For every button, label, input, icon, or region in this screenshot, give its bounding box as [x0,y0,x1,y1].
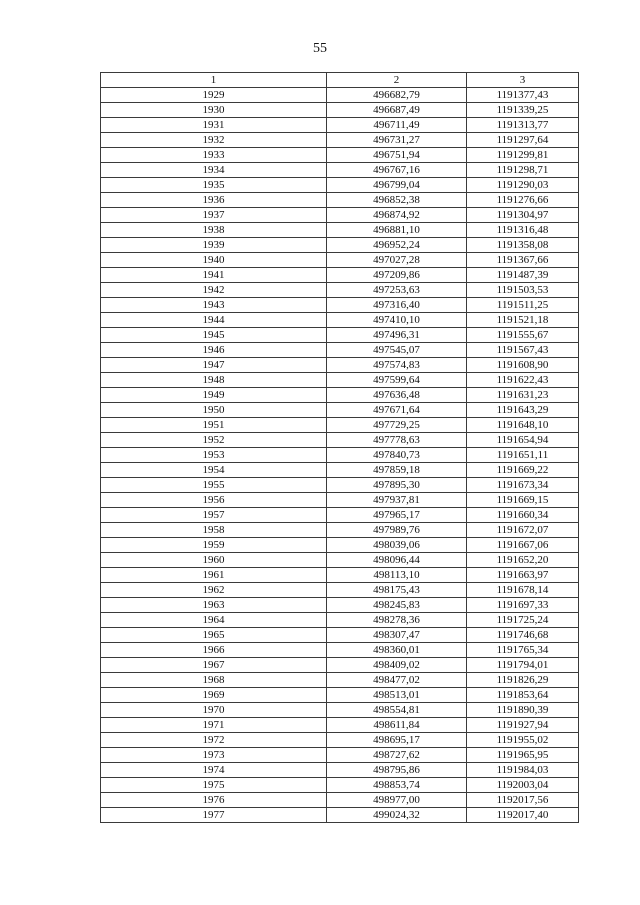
table-row [101,313,579,328]
point-number-cell: 1944 [101,313,327,328]
x-coordinate-cell: 496952,24 [327,238,467,253]
y-coordinate-cell: 1191377,43 [467,88,579,103]
y-coordinate-cell: 1191725,24 [467,613,579,628]
y-coordinate-cell: 1191276,66 [467,193,579,208]
x-coordinate-cell: 497989,76 [327,523,467,538]
table-body [101,88,579,823]
point-number-cell: 1964 [101,613,327,628]
x-coordinate-cell: 497027,28 [327,253,467,268]
point-number-cell: 1969 [101,688,327,703]
x-coordinate-cell: 497729,25 [327,418,467,433]
point-number-cell: 1966 [101,643,327,658]
y-coordinate-cell: 1191678,14 [467,583,579,598]
point-number-cell: 1958 [101,523,327,538]
x-coordinate-cell: 497209,86 [327,268,467,283]
x-coordinate-cell: 496751,94 [327,148,467,163]
table-row [101,373,579,388]
point-number-cell: 1934 [101,163,327,178]
y-coordinate-cell: 1191927,94 [467,718,579,733]
y-coordinate-cell: 1191667,06 [467,538,579,553]
x-coordinate-cell: 496881,10 [327,223,467,238]
x-coordinate-cell: 498611,84 [327,718,467,733]
y-coordinate-cell: 1191669,22 [467,463,579,478]
point-number-cell: 1933 [101,148,327,163]
y-coordinate-cell: 1191648,10 [467,418,579,433]
y-coordinate-cell: 1191663,97 [467,568,579,583]
y-coordinate-cell: 1191339,25 [467,103,579,118]
table-row [101,223,579,238]
table-row [101,718,579,733]
point-number-cell: 1960 [101,553,327,568]
x-coordinate-cell: 497895,30 [327,478,467,493]
point-number-cell: 1941 [101,268,327,283]
x-coordinate-cell: 498853,74 [327,778,467,793]
point-number-cell: 1947 [101,358,327,373]
y-coordinate-cell: 1192017,40 [467,808,579,823]
y-coordinate-cell: 1191965,95 [467,748,579,763]
table-header-row [101,73,579,88]
point-number-cell: 1939 [101,238,327,253]
x-coordinate-cell: 497840,73 [327,448,467,463]
x-coordinate-cell: 499024,32 [327,808,467,823]
y-coordinate-cell: 1191651,11 [467,448,579,463]
point-number-cell: 1936 [101,193,327,208]
y-coordinate-cell: 1191654,94 [467,433,579,448]
point-number-cell: 1935 [101,178,327,193]
table-row [101,538,579,553]
point-number-cell: 1954 [101,463,327,478]
point-number-cell: 1972 [101,733,327,748]
column-header: 2 [327,73,467,88]
table-row [101,118,579,133]
point-number-cell: 1977 [101,808,327,823]
table-row [101,748,579,763]
x-coordinate-cell: 498695,17 [327,733,467,748]
y-coordinate-cell: 1191826,29 [467,673,579,688]
table-row [101,253,579,268]
point-number-cell: 1956 [101,493,327,508]
table-row [101,238,579,253]
x-coordinate-cell: 496799,04 [327,178,467,193]
x-coordinate-cell: 496874,92 [327,208,467,223]
table-row [101,688,579,703]
table-row [101,778,579,793]
x-coordinate-cell: 496687,49 [327,103,467,118]
point-number-cell: 1953 [101,448,327,463]
x-coordinate-cell: 498554,81 [327,703,467,718]
x-coordinate-cell: 497574,83 [327,358,467,373]
table-row [101,508,579,523]
x-coordinate-cell: 497965,17 [327,508,467,523]
table-row [101,103,579,118]
y-coordinate-cell: 1191503,53 [467,283,579,298]
table-row [101,193,579,208]
x-coordinate-cell: 498039,06 [327,538,467,553]
table-row [101,283,579,298]
y-coordinate-cell: 1191299,81 [467,148,579,163]
y-coordinate-cell: 1191298,71 [467,163,579,178]
x-coordinate-cell: 498409,02 [327,658,467,673]
table-row [101,568,579,583]
y-coordinate-cell: 1191697,33 [467,598,579,613]
table-row [101,178,579,193]
x-coordinate-cell: 498977,00 [327,793,467,808]
table-row [101,133,579,148]
x-coordinate-cell: 497636,48 [327,388,467,403]
y-coordinate-cell: 1191660,34 [467,508,579,523]
y-coordinate-cell: 1192003,04 [467,778,579,793]
x-coordinate-cell: 498307,47 [327,628,467,643]
x-coordinate-cell: 497410,10 [327,313,467,328]
y-coordinate-cell: 1191622,43 [467,373,579,388]
table-row [101,268,579,283]
y-coordinate-cell: 1191673,34 [467,478,579,493]
x-coordinate-cell: 498096,44 [327,553,467,568]
point-number-cell: 1976 [101,793,327,808]
point-number-cell: 1929 [101,88,327,103]
point-number-cell: 1937 [101,208,327,223]
table-row [101,433,579,448]
point-number-cell: 1942 [101,283,327,298]
table-row [101,523,579,538]
point-number-cell: 1949 [101,388,327,403]
point-number-cell: 1963 [101,598,327,613]
point-number-cell: 1951 [101,418,327,433]
table-row [101,208,579,223]
table-row [101,388,579,403]
point-number-cell: 1961 [101,568,327,583]
table-row [101,328,579,343]
table-row [101,733,579,748]
point-number-cell: 1945 [101,328,327,343]
x-coordinate-cell: 498113,10 [327,568,467,583]
table-row [101,598,579,613]
table-row [101,343,579,358]
point-number-cell: 1959 [101,538,327,553]
x-coordinate-cell: 498175,43 [327,583,467,598]
point-number-cell: 1970 [101,703,327,718]
point-number-cell: 1938 [101,223,327,238]
y-coordinate-cell: 1191765,34 [467,643,579,658]
y-coordinate-cell: 1191521,18 [467,313,579,328]
x-coordinate-cell: 497545,07 [327,343,467,358]
point-number-cell: 1948 [101,373,327,388]
x-coordinate-cell: 497496,31 [327,328,467,343]
table-row [101,463,579,478]
table-row [101,478,579,493]
point-number-cell: 1931 [101,118,327,133]
x-coordinate-cell: 497253,63 [327,283,467,298]
table-row [101,628,579,643]
y-coordinate-cell: 1191487,39 [467,268,579,283]
y-coordinate-cell: 1191890,39 [467,703,579,718]
page-number: 55 [313,41,327,56]
table-row [101,658,579,673]
y-coordinate-cell: 1191567,43 [467,343,579,358]
table-row [101,403,579,418]
y-coordinate-cell: 1191313,77 [467,118,579,133]
y-coordinate-cell: 1192017,56 [467,793,579,808]
table-row [101,703,579,718]
table-row [101,493,579,508]
table-row [101,448,579,463]
table-row [101,643,579,658]
point-number-cell: 1955 [101,478,327,493]
table-row [101,808,579,823]
point-number-cell: 1975 [101,778,327,793]
y-coordinate-cell: 1191511,25 [467,298,579,313]
y-coordinate-cell: 1191555,67 [467,328,579,343]
table-row [101,613,579,628]
x-coordinate-cell: 496731,27 [327,133,467,148]
x-coordinate-cell: 497671,64 [327,403,467,418]
table-row [101,553,579,568]
x-coordinate-cell: 496682,79 [327,88,467,103]
y-coordinate-cell: 1191746,68 [467,628,579,643]
column-header: 1 [101,73,327,88]
point-number-cell: 1967 [101,658,327,673]
y-coordinate-cell: 1191367,66 [467,253,579,268]
x-coordinate-cell: 498360,01 [327,643,467,658]
x-coordinate-cell: 496711,49 [327,118,467,133]
table-row [101,763,579,778]
x-coordinate-cell: 498278,36 [327,613,467,628]
point-number-cell: 1957 [101,508,327,523]
x-coordinate-cell: 497778,63 [327,433,467,448]
column-header: 3 [467,73,579,88]
y-coordinate-cell: 1191669,15 [467,493,579,508]
x-coordinate-cell: 498795,86 [327,763,467,778]
point-number-cell: 1974 [101,763,327,778]
y-coordinate-cell: 1191631,23 [467,388,579,403]
y-coordinate-cell: 1191652,20 [467,553,579,568]
point-number-cell: 1952 [101,433,327,448]
x-coordinate-cell: 496767,16 [327,163,467,178]
y-coordinate-cell: 1191316,48 [467,223,579,238]
point-number-cell: 1962 [101,583,327,598]
point-number-cell: 1932 [101,133,327,148]
table-row [101,793,579,808]
y-coordinate-cell: 1191643,29 [467,403,579,418]
x-coordinate-cell: 498513,01 [327,688,467,703]
x-coordinate-cell: 496852,38 [327,193,467,208]
coordinates-table [100,72,579,823]
table-row [101,418,579,433]
point-number-cell: 1965 [101,628,327,643]
point-number-cell: 1950 [101,403,327,418]
point-number-cell: 1968 [101,673,327,688]
y-coordinate-cell: 1191358,08 [467,238,579,253]
table-row [101,673,579,688]
table-row [101,298,579,313]
y-coordinate-cell: 1191853,64 [467,688,579,703]
table-row [101,148,579,163]
x-coordinate-cell: 498727,62 [327,748,467,763]
point-number-cell: 1930 [101,103,327,118]
point-number-cell: 1940 [101,253,327,268]
x-coordinate-cell: 497937,81 [327,493,467,508]
y-coordinate-cell: 1191297,64 [467,133,579,148]
y-coordinate-cell: 1191304,97 [467,208,579,223]
y-coordinate-cell: 1191608,90 [467,358,579,373]
point-number-cell: 1971 [101,718,327,733]
x-coordinate-cell: 497316,40 [327,298,467,313]
x-coordinate-cell: 498245,83 [327,598,467,613]
y-coordinate-cell: 1191290,03 [467,178,579,193]
point-number-cell: 1946 [101,343,327,358]
x-coordinate-cell: 497599,64 [327,373,467,388]
y-coordinate-cell: 1191672,07 [467,523,579,538]
x-coordinate-cell: 497859,18 [327,463,467,478]
point-number-cell: 1943 [101,298,327,313]
y-coordinate-cell: 1191984,03 [467,763,579,778]
table-row [101,583,579,598]
y-coordinate-cell: 1191955,02 [467,733,579,748]
table-row [101,88,579,103]
table-row [101,358,579,373]
point-number-cell: 1973 [101,748,327,763]
y-coordinate-cell: 1191794,01 [467,658,579,673]
table-row [101,163,579,178]
x-coordinate-cell: 498477,02 [327,673,467,688]
